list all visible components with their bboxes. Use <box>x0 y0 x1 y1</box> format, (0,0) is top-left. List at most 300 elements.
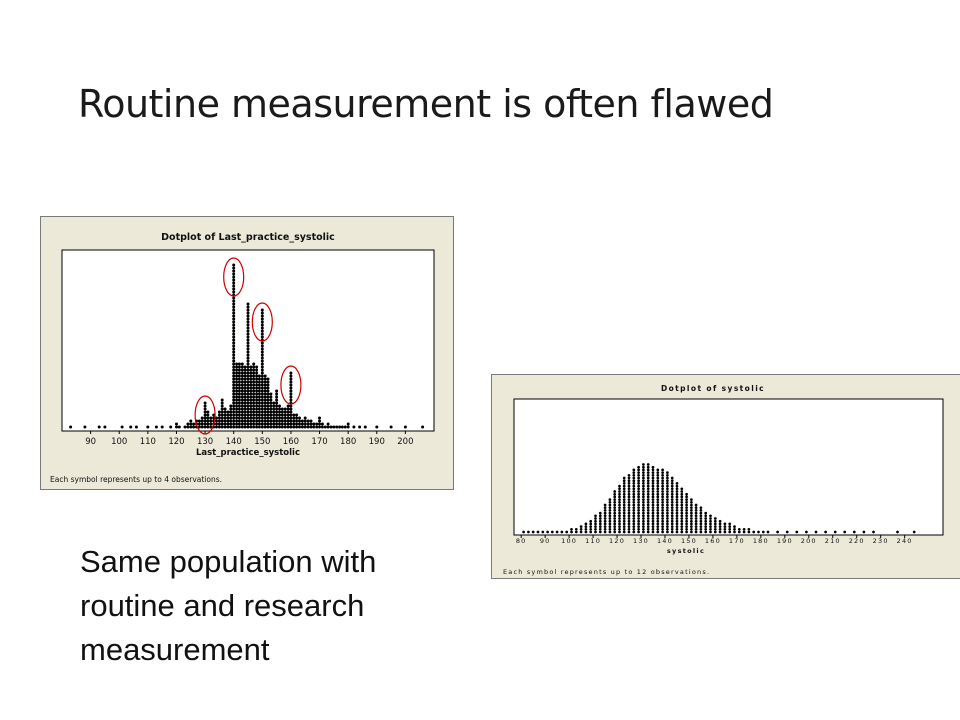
x-tick-label: 120 <box>609 537 626 545</box>
dot <box>671 493 674 496</box>
dot <box>169 426 172 429</box>
x-tick-label: 90 <box>539 537 551 545</box>
dot <box>289 372 292 375</box>
dot <box>704 525 707 528</box>
x-tick-label: 240 <box>896 537 913 545</box>
dot <box>241 381 244 384</box>
dot <box>680 493 683 496</box>
dot <box>604 512 607 515</box>
dot <box>269 399 272 402</box>
dot <box>628 479 631 482</box>
dot <box>690 506 693 509</box>
dot <box>647 525 650 528</box>
dot <box>352 426 355 429</box>
dot <box>618 504 621 507</box>
dot <box>224 414 227 417</box>
dot <box>221 411 224 414</box>
dot <box>232 279 235 282</box>
dot <box>264 384 267 387</box>
dot <box>680 506 683 509</box>
dot <box>676 496 679 499</box>
dot <box>232 408 235 411</box>
dot <box>335 426 338 429</box>
dot <box>724 528 727 531</box>
dot <box>613 501 616 504</box>
dot <box>604 517 607 520</box>
dot <box>637 517 640 520</box>
dot <box>647 493 650 496</box>
x-tick-label: 190 <box>776 537 793 545</box>
dot <box>255 396 258 399</box>
dot <box>666 479 669 482</box>
dot <box>227 420 230 423</box>
dot <box>652 512 655 515</box>
dot <box>690 531 693 534</box>
dot <box>204 411 207 414</box>
dot <box>289 408 292 411</box>
dot <box>258 390 261 393</box>
dot <box>201 417 204 420</box>
dot <box>244 390 247 393</box>
dot <box>656 479 659 482</box>
dot <box>695 514 698 517</box>
dot <box>261 390 264 393</box>
dot <box>604 504 607 507</box>
dot <box>647 504 650 507</box>
dot <box>247 303 250 306</box>
dot <box>232 282 235 285</box>
dot <box>264 402 267 405</box>
dot <box>232 396 235 399</box>
dot <box>315 426 318 429</box>
x-tick-label: 80 <box>515 537 527 545</box>
dot <box>247 405 250 408</box>
dot <box>244 384 247 387</box>
dot <box>680 520 683 523</box>
x-tick-label: 160 <box>704 537 721 545</box>
dot <box>261 369 264 372</box>
dot <box>589 520 592 523</box>
dot <box>247 342 250 345</box>
dot <box>724 531 727 534</box>
dot <box>656 517 659 520</box>
dot <box>146 426 149 429</box>
dot <box>264 381 267 384</box>
dot <box>604 531 607 534</box>
dot <box>647 487 650 490</box>
dot <box>628 482 631 485</box>
dot <box>690 498 693 501</box>
dot <box>129 426 132 429</box>
dot <box>666 525 669 528</box>
dot <box>714 517 717 520</box>
dot <box>637 528 640 531</box>
dot <box>690 504 693 507</box>
dot <box>189 426 192 429</box>
dot <box>315 423 318 426</box>
dot <box>613 528 616 531</box>
dot <box>275 426 278 429</box>
dot <box>647 514 650 517</box>
dot <box>221 420 224 423</box>
dot <box>244 417 247 420</box>
dot <box>637 531 640 534</box>
dot <box>671 514 674 517</box>
dot <box>269 423 272 426</box>
dot <box>229 423 232 426</box>
dot <box>312 426 315 429</box>
dot <box>695 531 698 534</box>
dot <box>599 523 602 526</box>
dot <box>264 417 267 420</box>
dot <box>594 531 597 534</box>
dot <box>613 509 616 512</box>
dot <box>238 378 241 381</box>
dot <box>241 423 244 426</box>
dot <box>232 345 235 348</box>
dot <box>642 501 645 504</box>
dot <box>255 420 258 423</box>
dot <box>235 363 238 366</box>
dot <box>284 423 287 426</box>
dot <box>609 501 612 504</box>
dot <box>700 512 703 515</box>
dot <box>261 336 264 339</box>
dot <box>247 390 250 393</box>
dot <box>632 498 635 501</box>
dot <box>637 479 640 482</box>
dot <box>347 426 350 429</box>
dot <box>255 405 258 408</box>
dot <box>249 411 252 414</box>
dot <box>267 426 270 429</box>
dot <box>642 493 645 496</box>
dot <box>238 411 241 414</box>
dot <box>671 520 674 523</box>
dot <box>275 405 278 408</box>
dot <box>685 514 688 517</box>
dot <box>623 479 626 482</box>
dot <box>258 405 261 408</box>
dot <box>551 531 554 534</box>
dot <box>628 498 631 501</box>
dot <box>184 426 187 429</box>
dot <box>238 393 241 396</box>
dot <box>218 420 221 423</box>
dot <box>229 414 232 417</box>
dot <box>762 531 765 534</box>
dot <box>618 512 621 515</box>
dot <box>289 375 292 378</box>
dot <box>244 408 247 411</box>
dot <box>623 525 626 528</box>
dot <box>656 528 659 531</box>
dot <box>247 336 250 339</box>
dot <box>201 423 204 426</box>
dot <box>613 517 616 520</box>
dot <box>656 525 659 528</box>
dot <box>221 402 224 405</box>
dot <box>623 493 626 496</box>
dot <box>267 423 270 426</box>
dot <box>232 402 235 405</box>
dot <box>695 523 698 526</box>
dot <box>652 531 655 534</box>
dot <box>604 514 607 517</box>
dot <box>599 525 602 528</box>
dot <box>261 423 264 426</box>
dot <box>637 482 640 485</box>
dot <box>232 420 235 423</box>
dot <box>252 405 255 408</box>
dot <box>247 318 250 321</box>
dot <box>275 423 278 426</box>
dot <box>676 487 679 490</box>
dot <box>637 501 640 504</box>
dot <box>647 501 650 504</box>
dot <box>247 375 250 378</box>
dot <box>623 528 626 531</box>
dot <box>589 525 592 528</box>
dot <box>709 520 712 523</box>
dot <box>671 528 674 531</box>
dot <box>232 327 235 330</box>
dot <box>232 330 235 333</box>
x-tick-label: 190 <box>368 437 385 447</box>
dot <box>247 357 250 360</box>
dot <box>676 490 679 493</box>
dot <box>661 517 664 520</box>
dot <box>652 525 655 528</box>
dot <box>676 514 679 517</box>
dot <box>594 528 597 531</box>
dot <box>913 531 916 534</box>
dot <box>628 523 631 526</box>
dot <box>232 354 235 357</box>
dot <box>704 531 707 534</box>
dot <box>632 514 635 517</box>
dot <box>255 393 258 396</box>
dot <box>642 498 645 501</box>
dot <box>218 426 221 429</box>
dot <box>267 390 270 393</box>
dot <box>232 315 235 318</box>
dot <box>661 471 664 474</box>
dot <box>252 396 255 399</box>
dot <box>642 477 645 480</box>
dot <box>695 504 698 507</box>
dot <box>700 525 703 528</box>
dot <box>618 514 621 517</box>
dot <box>261 387 264 390</box>
dot <box>218 417 221 420</box>
dot <box>532 531 535 534</box>
dot <box>685 504 688 507</box>
dot <box>676 520 679 523</box>
dot <box>618 487 621 490</box>
dot <box>235 381 238 384</box>
dot <box>238 426 241 429</box>
dot <box>261 408 264 411</box>
dot <box>690 517 693 520</box>
dot <box>666 512 669 515</box>
dot <box>249 384 252 387</box>
dot <box>661 482 664 485</box>
dot <box>275 411 278 414</box>
dot <box>292 423 295 426</box>
dot <box>613 525 616 528</box>
dot <box>235 414 238 417</box>
dot <box>642 512 645 515</box>
dot <box>628 506 631 509</box>
dot <box>609 498 612 501</box>
dot <box>249 375 252 378</box>
dot <box>218 423 221 426</box>
dot <box>232 357 235 360</box>
dot <box>676 525 679 528</box>
dot <box>719 523 722 526</box>
dot <box>287 420 290 423</box>
dot <box>295 417 298 420</box>
dot <box>252 381 255 384</box>
dot <box>310 420 313 423</box>
dot <box>652 496 655 499</box>
dot <box>709 531 712 534</box>
dot <box>623 514 626 517</box>
dot <box>204 408 207 411</box>
dot <box>666 471 669 474</box>
dot <box>676 493 679 496</box>
dot <box>261 411 264 414</box>
x-tick-label: 230 <box>872 537 889 545</box>
dot <box>318 423 321 426</box>
dot <box>834 531 837 534</box>
dot <box>652 485 655 488</box>
dot <box>637 487 640 490</box>
x-tick-label: 110 <box>585 537 602 545</box>
dot <box>618 496 621 499</box>
dot <box>255 390 258 393</box>
dot <box>244 402 247 405</box>
dot <box>652 487 655 490</box>
dot <box>327 423 330 426</box>
dot <box>671 509 674 512</box>
dot <box>719 525 722 528</box>
dot <box>247 324 250 327</box>
dot <box>241 402 244 405</box>
dot <box>656 490 659 493</box>
dot <box>232 273 235 276</box>
dot <box>206 426 209 429</box>
dot <box>652 509 655 512</box>
dot <box>278 405 281 408</box>
dot <box>632 504 635 507</box>
dot <box>632 520 635 523</box>
dot <box>229 417 232 420</box>
dot <box>738 528 741 531</box>
dot <box>186 423 189 426</box>
dot <box>307 426 310 429</box>
dot <box>344 426 347 429</box>
dot <box>623 506 626 509</box>
dot <box>289 399 292 402</box>
dot <box>247 372 250 375</box>
dot <box>278 411 281 414</box>
dot <box>287 426 290 429</box>
dot <box>724 525 727 528</box>
dot <box>632 490 635 493</box>
dot <box>249 396 252 399</box>
chart-title: Dotplot of Last_practice_systolic <box>161 232 335 243</box>
dot <box>632 501 635 504</box>
dot <box>685 520 688 523</box>
dot <box>609 531 612 534</box>
x-axis-ticks <box>85 431 413 447</box>
dot <box>247 309 250 312</box>
dot <box>613 493 616 496</box>
dot <box>709 523 712 526</box>
dot <box>656 482 659 485</box>
dot <box>247 306 250 309</box>
dot <box>235 384 238 387</box>
dot <box>613 520 616 523</box>
dot <box>585 531 588 534</box>
dot <box>327 426 330 429</box>
dot <box>738 531 741 534</box>
dot <box>671 496 674 499</box>
dot <box>287 408 290 411</box>
dot <box>628 485 631 488</box>
x-tick-label: 170 <box>728 537 745 545</box>
dot <box>661 474 664 477</box>
dot <box>204 414 207 417</box>
dot <box>642 487 645 490</box>
dot <box>637 523 640 526</box>
dot <box>714 531 717 534</box>
dot <box>247 387 250 390</box>
dot <box>332 426 335 429</box>
dot <box>261 417 264 420</box>
dot <box>287 423 290 426</box>
dot <box>232 375 235 378</box>
dot <box>604 520 607 523</box>
dot <box>695 520 698 523</box>
dot <box>261 420 264 423</box>
dot <box>652 482 655 485</box>
dot <box>743 531 746 534</box>
dot <box>656 471 659 474</box>
dot <box>287 414 290 417</box>
dot <box>628 504 631 507</box>
dot <box>255 414 258 417</box>
dot <box>267 384 270 387</box>
dot <box>249 393 252 396</box>
dot <box>261 375 264 378</box>
dot <box>229 405 232 408</box>
dot <box>623 477 626 480</box>
dot <box>264 387 267 390</box>
dot <box>252 417 255 420</box>
dot <box>235 387 238 390</box>
dot <box>264 420 267 423</box>
dot <box>661 487 664 490</box>
dot <box>628 514 631 517</box>
dot <box>676 512 679 515</box>
dot <box>522 531 525 534</box>
dot <box>656 485 659 488</box>
dot <box>241 378 244 381</box>
dot <box>637 498 640 501</box>
